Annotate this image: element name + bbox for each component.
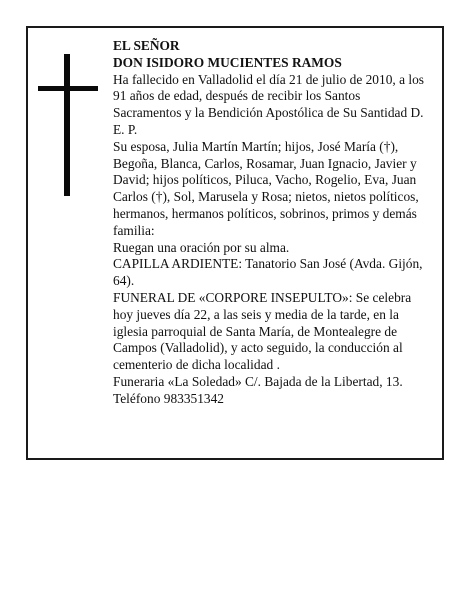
funeral-home: Funeraria «La Soledad» C/. Bajada de la Libertad, 13. Teléfono 983351342 [113, 373, 403, 406]
obituary-title: EL SEÑOR [113, 38, 180, 53]
cross-horizontal-bar [38, 86, 98, 91]
deceased-name: DON ISIDORO MUCIENTES RAMOS [113, 54, 342, 70]
death-announcement: Ha fallecido en Valladolid el día 21 de julio de 2010, a los 91 años de edad, después de recibir los Santos Sacramentos y la Bendición Apostólica de Su Santidad D. E. P. [113, 71, 425, 137]
cross-vertical-bar [64, 54, 70, 196]
funeral-service: FUNERAL DE «CORPORE INSEPULTO»: Se celebra hoy jueves día 22, a las seis y media de la tarde, en la iglesia parroquial de Santa María, de Montealegre de Campos (Valladolid), y acto seguido, la conducción al cementerio de dicha localidad . [113, 289, 412, 373]
obituary-text [113, 38, 431, 408]
prayer-request: Ruegan una oración por su alma. [113, 239, 290, 255]
funeral-chapel: CAPILLA ARDIENTE: Tanatorio San José (Avda. Gijón, 64). [113, 256, 423, 289]
family-list: Su esposa, Julia Martín Martín; hijos, José María (†), Begoña, Blanca, Carlos, Rosamar, Juan Ignacio, Javier y David; hijos políticos, Piluca, Vacho, Rogelio, Eva, Juan Carlos (†), Sol, Marusela y Rosa; nietos, nietos políticos, hermanos, hermanos políticos, sobrinos, primos y demás familia: [113, 138, 419, 238]
